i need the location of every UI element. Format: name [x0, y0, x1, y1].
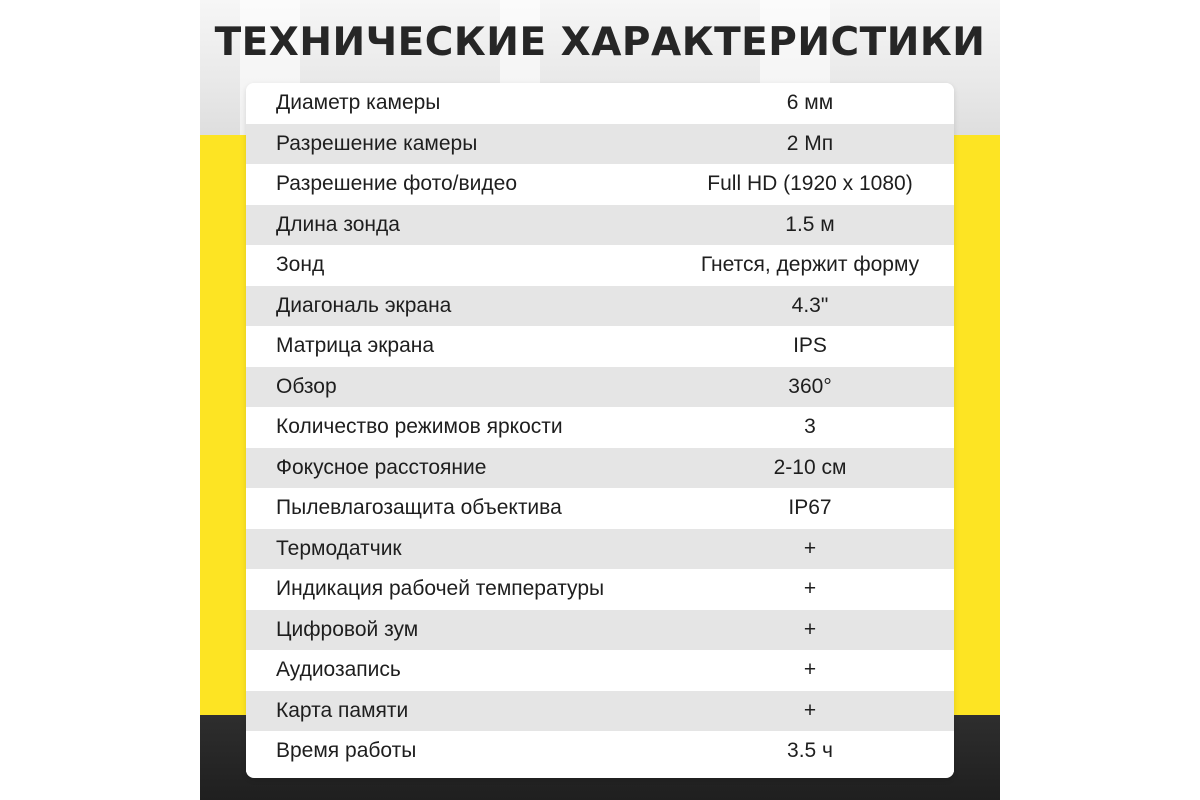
spec-value: +: [803, 536, 817, 560]
table-row: [246, 610, 954, 651]
spec-value: 2 Мп: [786, 131, 834, 155]
table-row: [246, 731, 954, 772]
spec-value: 6 мм: [786, 91, 834, 115]
spec-value: 3: [804, 415, 816, 439]
spec-value: 360°: [788, 374, 832, 398]
table-row: [246, 691, 954, 732]
spec-value: Full HD (1920 x 1080): [707, 172, 913, 196]
spec-label: Время работы: [276, 739, 417, 763]
table-row: [246, 326, 954, 367]
spec-label: Длина зонда: [276, 212, 400, 236]
spec-label: Разрешение фото/видео: [276, 172, 517, 196]
spec-label: Разрешение камеры: [276, 131, 478, 155]
table-row: [246, 164, 954, 205]
spec-label: Пылевлагозащита объектива: [276, 496, 562, 520]
spec-value: +: [803, 658, 817, 682]
spec-value: IPS: [793, 334, 827, 358]
spec-label: Цифровой зум: [276, 617, 419, 641]
spec-sheet: [200, 0, 1000, 800]
table-row: [246, 83, 954, 124]
spec-label: Аудиозапись: [276, 658, 401, 682]
spec-value: 1.5 м: [785, 212, 835, 236]
spec-value: +: [803, 698, 817, 722]
spec-label: Зонд: [276, 253, 325, 277]
table-row: [246, 286, 954, 327]
spec-label: Обзор: [276, 374, 337, 398]
table-row: [246, 650, 954, 691]
spec-label: Диагональ экрана: [276, 293, 452, 317]
table-row: [246, 529, 954, 570]
table-row: [246, 569, 954, 610]
spec-value: IP67: [788, 496, 832, 520]
spec-value: Гнется, держит форму: [700, 253, 920, 277]
spec-label: Фокусное расстояние: [276, 455, 487, 479]
table-row: [246, 205, 954, 246]
spec-value: +: [803, 617, 817, 641]
spec-label: Термодатчик: [276, 536, 402, 560]
spec-table: [246, 83, 954, 778]
spec-value: 4.3": [791, 293, 829, 317]
spec-label: Матрица экрана: [276, 334, 435, 358]
table-row: [246, 488, 954, 529]
spec-label: Индикация рабочей температуры: [276, 577, 605, 601]
spec-value: 3.5 ч: [787, 739, 833, 763]
table-row: [246, 245, 954, 286]
spec-label: Количество режимов яркости: [276, 415, 563, 439]
spec-value: 2-10 см: [773, 455, 847, 479]
table-row: [246, 407, 954, 448]
table-row: [246, 124, 954, 165]
spec-label: Диаметр камеры: [276, 91, 441, 115]
spec-value: +: [803, 577, 817, 601]
table-row: [246, 367, 954, 408]
table-row: [246, 448, 954, 489]
page-title: ТЕХНИЧЕСКИЕ ХАРАКТЕРИСТИКИ: [214, 20, 986, 65]
spec-label: Карта памяти: [276, 698, 409, 722]
